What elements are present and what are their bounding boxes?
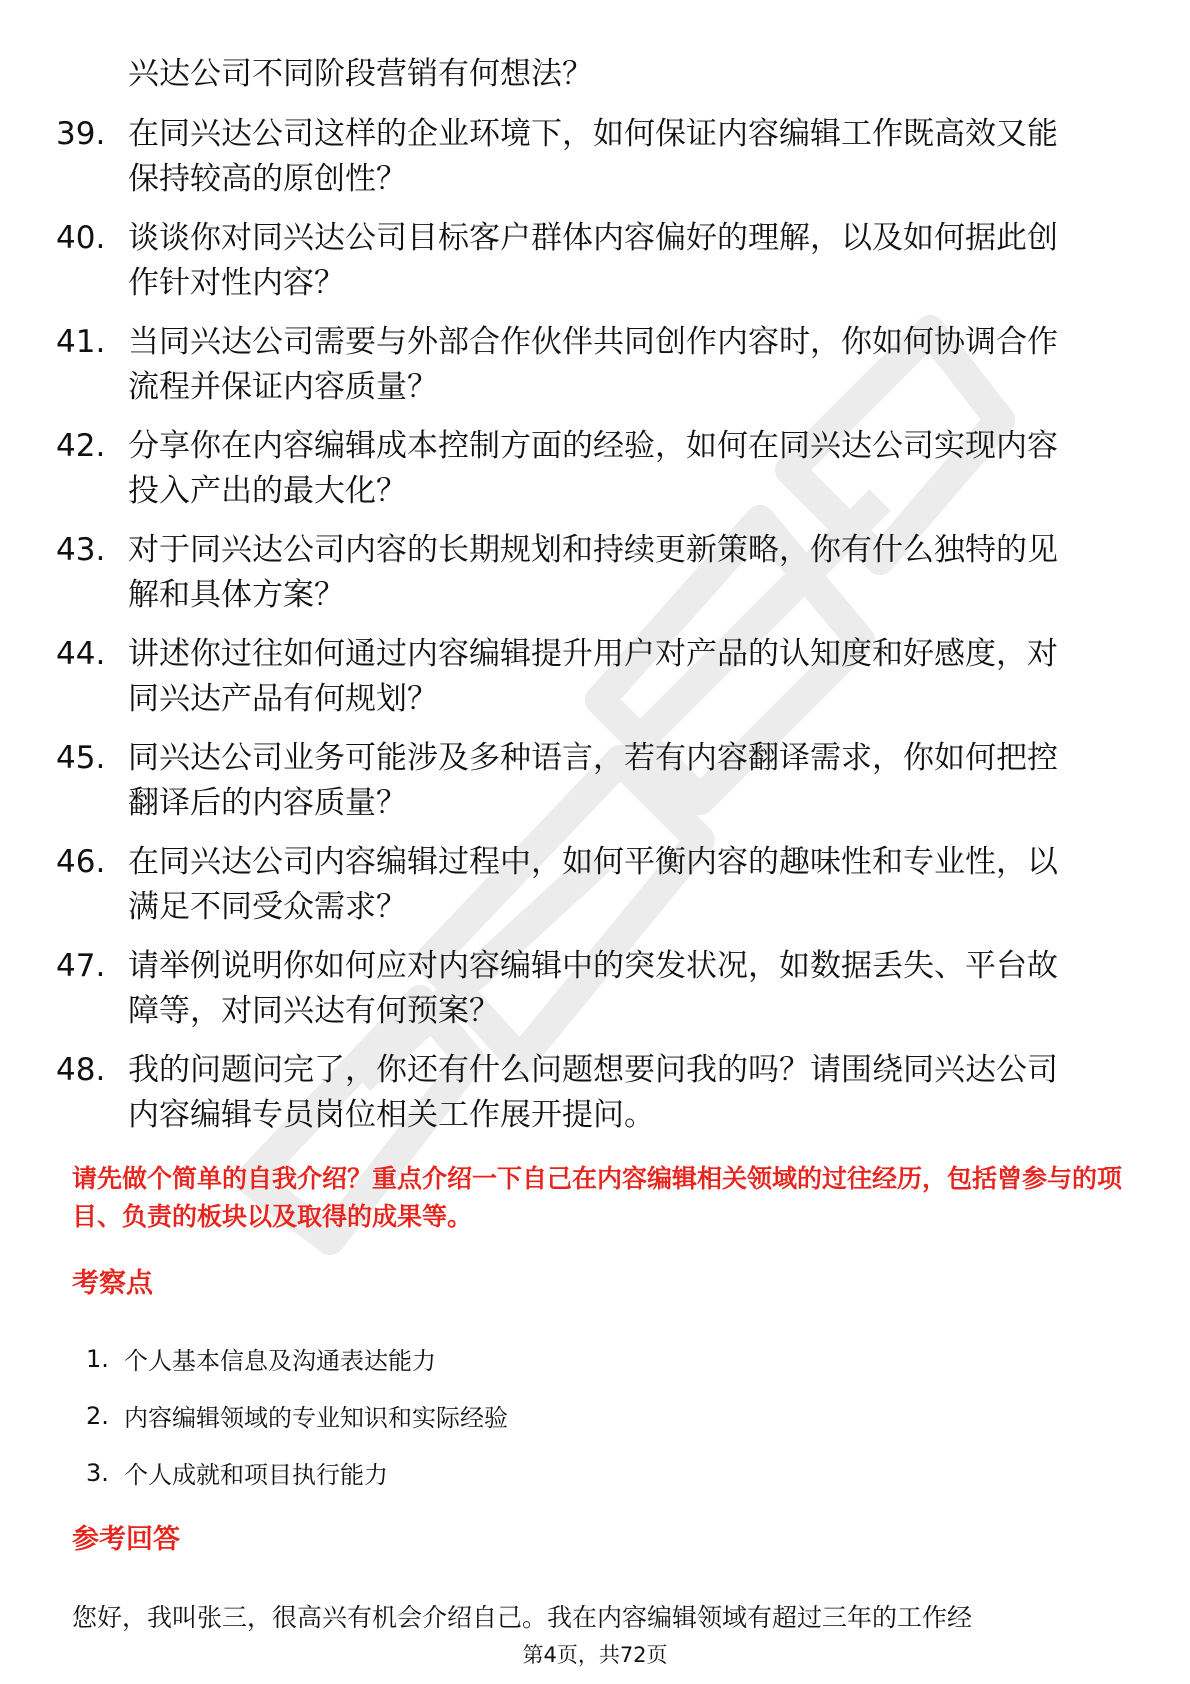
question-number: 44. bbox=[56, 636, 106, 672]
question-text: 分享你在内容编辑成本控制方面的经验，如何在同兴达公司实现内容投入产出的最大化？ bbox=[128, 428, 1058, 509]
question-item bbox=[56, 736, 1136, 826]
question-text: 讲述你过往如何通过内容编辑提升用户对产品的认知度和好感度，对同兴达产品有何规划？ bbox=[128, 636, 1058, 717]
check-point-number: 2. bbox=[86, 1401, 109, 1430]
check-point-item bbox=[86, 1387, 1086, 1444]
question-number: 43. bbox=[56, 532, 106, 568]
check-point-text: 个人成就和项目执行能力 bbox=[124, 1461, 388, 1489]
question-number: 48. bbox=[56, 1052, 106, 1088]
question-item bbox=[56, 632, 1136, 722]
question-number: 41. bbox=[56, 324, 106, 360]
question-item bbox=[56, 1048, 1136, 1138]
question-number: 46. bbox=[56, 844, 106, 880]
question-text: 在同兴达公司这样的企业环境下，如何保证内容编辑工作既高效又能保持较高的原创性？ bbox=[128, 116, 1058, 197]
question-text: 我的问题问完了，你还有什么问题想要问我的吗？请围绕同兴达公司内容编辑专员岗位相关工作展开提问。 bbox=[128, 1052, 1058, 1133]
question-item bbox=[56, 216, 1136, 306]
question-continuation: 兴达公司不同阶段营销有何想法？ bbox=[128, 56, 593, 92]
question-item bbox=[56, 320, 1136, 410]
question-text: 在同兴达公司内容编辑过程中，如何平衡内容的趣味性和专业性，以满足不同受众需求？ bbox=[128, 844, 1058, 925]
question-number: 45. bbox=[56, 740, 106, 776]
question-item bbox=[56, 944, 1136, 1034]
question-text: 对于同兴达公司内容的长期规划和持续更新策略，你有什么独特的见解和具体方案？ bbox=[128, 532, 1058, 613]
check-point-number: 1. bbox=[86, 1344, 109, 1373]
question-text: 当同兴达公司需要与外部合作伙伴共同创作内容时，你如何协调合作流程并保证内容质量？ bbox=[128, 324, 1058, 405]
reference-answer-heading: 参考回答 bbox=[72, 1524, 180, 1555]
question-text: 请举例说明你如何应对内容编辑中的突发状况，如数据丢失、平台故障等，对同兴达有何预案？ bbox=[128, 948, 1058, 1029]
check-points-list bbox=[86, 1330, 1086, 1501]
check-point-item bbox=[86, 1330, 1086, 1387]
question-item bbox=[56, 840, 1136, 930]
question-item bbox=[56, 528, 1136, 618]
page-footer: 第4页，共72页 bbox=[522, 1643, 668, 1667]
question-item bbox=[56, 112, 1136, 202]
question-text: 谈谈你对同兴达公司目标客户群体内容偏好的理解，以及如何据此创作针对性内容？ bbox=[128, 220, 1058, 301]
check-points-heading: 考察点 bbox=[72, 1268, 153, 1299]
question-number: 42. bbox=[56, 428, 106, 464]
check-point-item bbox=[86, 1444, 1086, 1501]
question-list bbox=[56, 112, 1136, 1152]
check-point-number: 3. bbox=[86, 1458, 109, 1487]
question-number: 40. bbox=[56, 220, 106, 256]
interview-prompt: 请先做个简单的自我介绍？重点介绍一下自己在内容编辑相关领域的过往经历，包括曾参与的项目、负责的板块以及取得的成果等。 bbox=[72, 1164, 1123, 1231]
question-text: 同兴达公司业务可能涉及多种语言，若有内容翻译需求，你如何把控翻译后的内容质量？ bbox=[128, 740, 1058, 821]
question-number: 47. bbox=[56, 948, 106, 984]
check-point-text: 个人基本信息及沟通表达能力 bbox=[124, 1347, 436, 1375]
question-item bbox=[56, 424, 1136, 514]
reference-answer-text: 您好，我叫张三，很高兴有机会介绍自己。我在内容编辑领域有超过三年的工作经 bbox=[72, 1603, 973, 1632]
question-number: 39. bbox=[56, 116, 106, 152]
check-point-text: 内容编辑领域的专业知识和实际经验 bbox=[124, 1404, 508, 1432]
